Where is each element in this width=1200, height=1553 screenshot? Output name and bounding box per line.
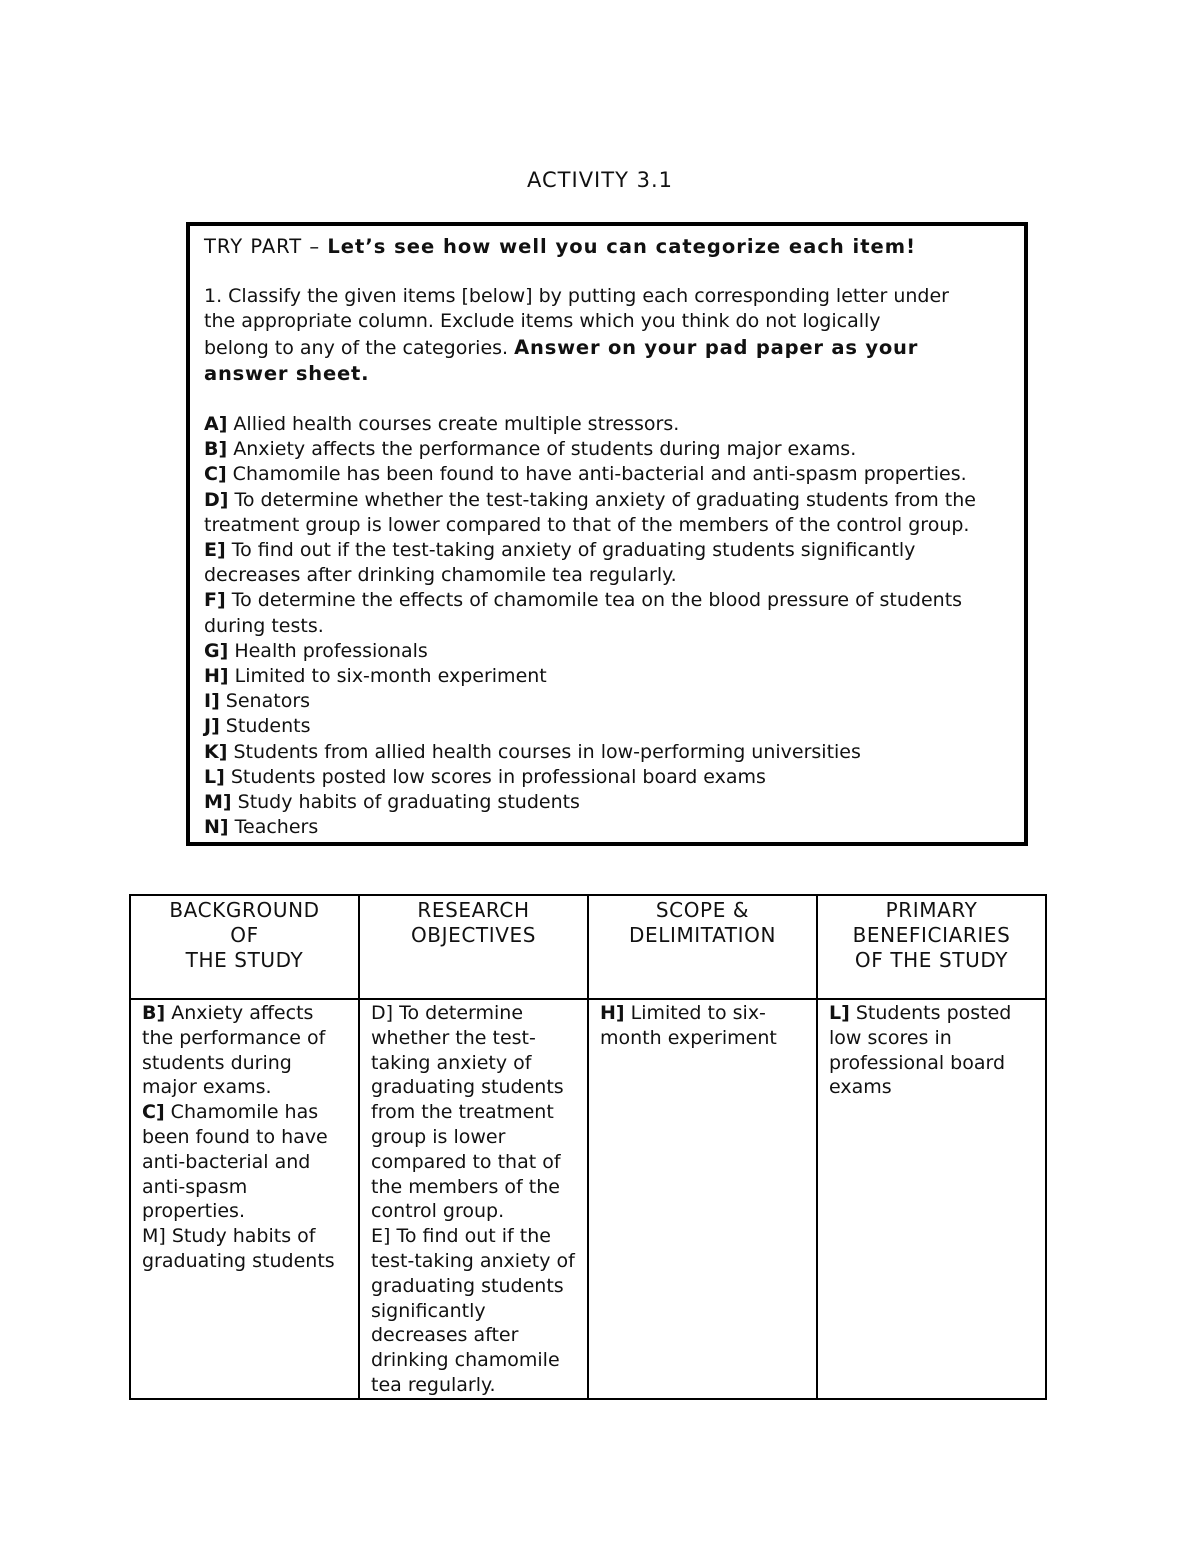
entry-letter: C] <box>142 1101 165 1124</box>
cell-background <box>130 999 359 1399</box>
header-line: RESEARCH <box>417 898 530 922</box>
header-line: DELIMITATION <box>628 922 777 947</box>
header-line: THE STUDY <box>185 947 304 972</box>
cell-entry <box>142 1001 350 1100</box>
item-text: during tests. <box>204 614 324 637</box>
entry-letter: B] <box>142 1002 166 1024</box>
entry-text: M] Study habits of graduating students <box>142 1225 335 1272</box>
item-text: treatment group is lower compared to that of the members of the control group. <box>204 513 970 536</box>
instruction-bold: answer sheet. <box>204 361 370 385</box>
item-letter: N] <box>204 816 229 839</box>
header-line: BENEFICIARIES <box>852 922 1011 947</box>
header-line: OF <box>230 922 259 947</box>
cell-entry <box>142 1224 350 1274</box>
header-line: SCOPE & <box>655 898 750 922</box>
list-item <box>204 815 1024 840</box>
item-text: Teachers <box>228 816 319 839</box>
item-letter: D] <box>204 488 229 511</box>
list-item <box>204 513 1024 538</box>
entry-text: To find out if the test-taking anxiety of graduating students significantly decreases after drinking chamomile tea regularly. <box>371 1225 575 1396</box>
header-beneficiaries <box>817 895 1046 999</box>
instruction-line <box>204 335 1024 361</box>
item-text: decreases after drinking chamomile tea regularly. <box>204 564 677 587</box>
item-text: To determine whether the test-taking anxiety of graduating students from the <box>228 488 976 511</box>
list-item <box>204 639 1024 664</box>
list-item <box>204 488 1024 513</box>
item-text: Limited to six-month experiment <box>228 665 547 688</box>
item-text: Students <box>219 715 311 738</box>
entry-letter: H] <box>600 1002 625 1024</box>
table-header-row <box>130 895 1046 999</box>
try-part-box <box>186 222 1028 846</box>
instruction-line <box>204 361 1024 387</box>
header-line: OF THE STUDY <box>854 947 1009 972</box>
list-item <box>204 462 1024 487</box>
item-letter: E] <box>204 539 226 562</box>
item-text: Senators <box>219 690 311 713</box>
header-objectives <box>359 895 588 999</box>
item-text: Anxiety affects the performance of students during major exams. <box>227 438 857 461</box>
list-item <box>204 740 1024 765</box>
item-letter: K] <box>204 740 228 763</box>
table-row <box>130 999 1046 1399</box>
item-text: Students posted low scores in professional board exams <box>224 765 766 788</box>
item-text: To determine the effects of chamomile tea on the blood pressure of students <box>225 589 963 612</box>
entry-letter: D] <box>371 1002 394 1024</box>
instruction-bold: Answer on your pad paper as your <box>514 335 919 359</box>
header-line: OBJECTIVES <box>410 922 537 947</box>
entry-letter: E] <box>371 1225 391 1248</box>
entry-text: Anxiety affects the performance of students during major exams. <box>142 1002 326 1099</box>
header-background <box>130 895 359 999</box>
item-letter: F] <box>204 589 226 612</box>
item-letter: H] <box>204 665 229 688</box>
cell-entry <box>371 1001 579 1224</box>
item-text: Health professionals <box>228 639 428 662</box>
entry-text: Students posted low scores in professional board exams <box>829 1002 1012 1099</box>
cell-entry <box>371 1224 579 1398</box>
try-part-heading <box>204 234 1024 259</box>
header-line: BACKGROUND <box>169 898 320 922</box>
cell-entry <box>600 1001 808 1051</box>
item-letter: B] <box>204 438 228 461</box>
list-item <box>204 765 1024 790</box>
item-text: Students from allied health courses in low-performing universities <box>227 740 861 763</box>
heading-prefix: TRY PART – <box>204 235 328 258</box>
list-item <box>204 437 1024 462</box>
item-text: Allied health courses create multiple stressors. <box>227 413 680 436</box>
item-text: Study habits of graduating students <box>231 791 580 814</box>
cell-scope <box>588 999 817 1399</box>
instruction-line: 1. Classify the given items [below] by putting each corresponding letter under <box>204 285 949 308</box>
cell-entry <box>829 1001 1037 1100</box>
instruction-text: belong to any of the categories. <box>204 336 515 359</box>
entry-text: Chamomile has been found to have anti-bacterial and anti-spasm properties. <box>142 1101 328 1223</box>
item-letter: M] <box>204 791 232 814</box>
list-item <box>204 790 1024 815</box>
list-item <box>204 664 1024 689</box>
page-title: ACTIVITY 3.1 <box>527 168 673 192</box>
heading-bold: Let’s see how well you can categorize each item! <box>327 235 916 258</box>
list-item <box>204 714 1024 739</box>
item-text: Chamomile has been found to have anti-bacterial and anti-spasm properties. <box>226 463 967 486</box>
instruction-line: the appropriate column. Exclude items which you think do not logically <box>204 310 881 333</box>
item-letter: G] <box>204 639 229 662</box>
entry-text: Limited to six-month experiment <box>600 1002 777 1049</box>
list-item <box>204 588 1024 613</box>
list-item <box>204 538 1024 563</box>
instructions <box>204 284 1024 387</box>
item-letter: L] <box>204 765 225 788</box>
list-item <box>204 412 1024 437</box>
item-letter: J] <box>204 715 220 738</box>
cell-beneficiaries <box>817 999 1046 1399</box>
list-item <box>204 689 1024 714</box>
item-letter: C] <box>204 463 227 486</box>
entry-letter: L] <box>829 1002 850 1024</box>
item-text: To find out if the test-taking anxiety of graduating students significantly <box>225 539 916 562</box>
header-line: PRIMARY <box>885 898 978 922</box>
header-scope <box>588 895 817 999</box>
list-item <box>204 614 1024 639</box>
list-item <box>204 563 1024 588</box>
item-list <box>204 412 1024 840</box>
entry-text: To determine whether the test-taking anxiety of graduating students from the treatment group is lower compared to that of the members of the control group. <box>371 1002 564 1223</box>
cell-objectives <box>359 999 588 1399</box>
cell-entry <box>142 1100 350 1224</box>
item-letter: A] <box>204 413 228 436</box>
item-letter: I] <box>204 690 220 713</box>
answer-table <box>129 894 1047 1400</box>
